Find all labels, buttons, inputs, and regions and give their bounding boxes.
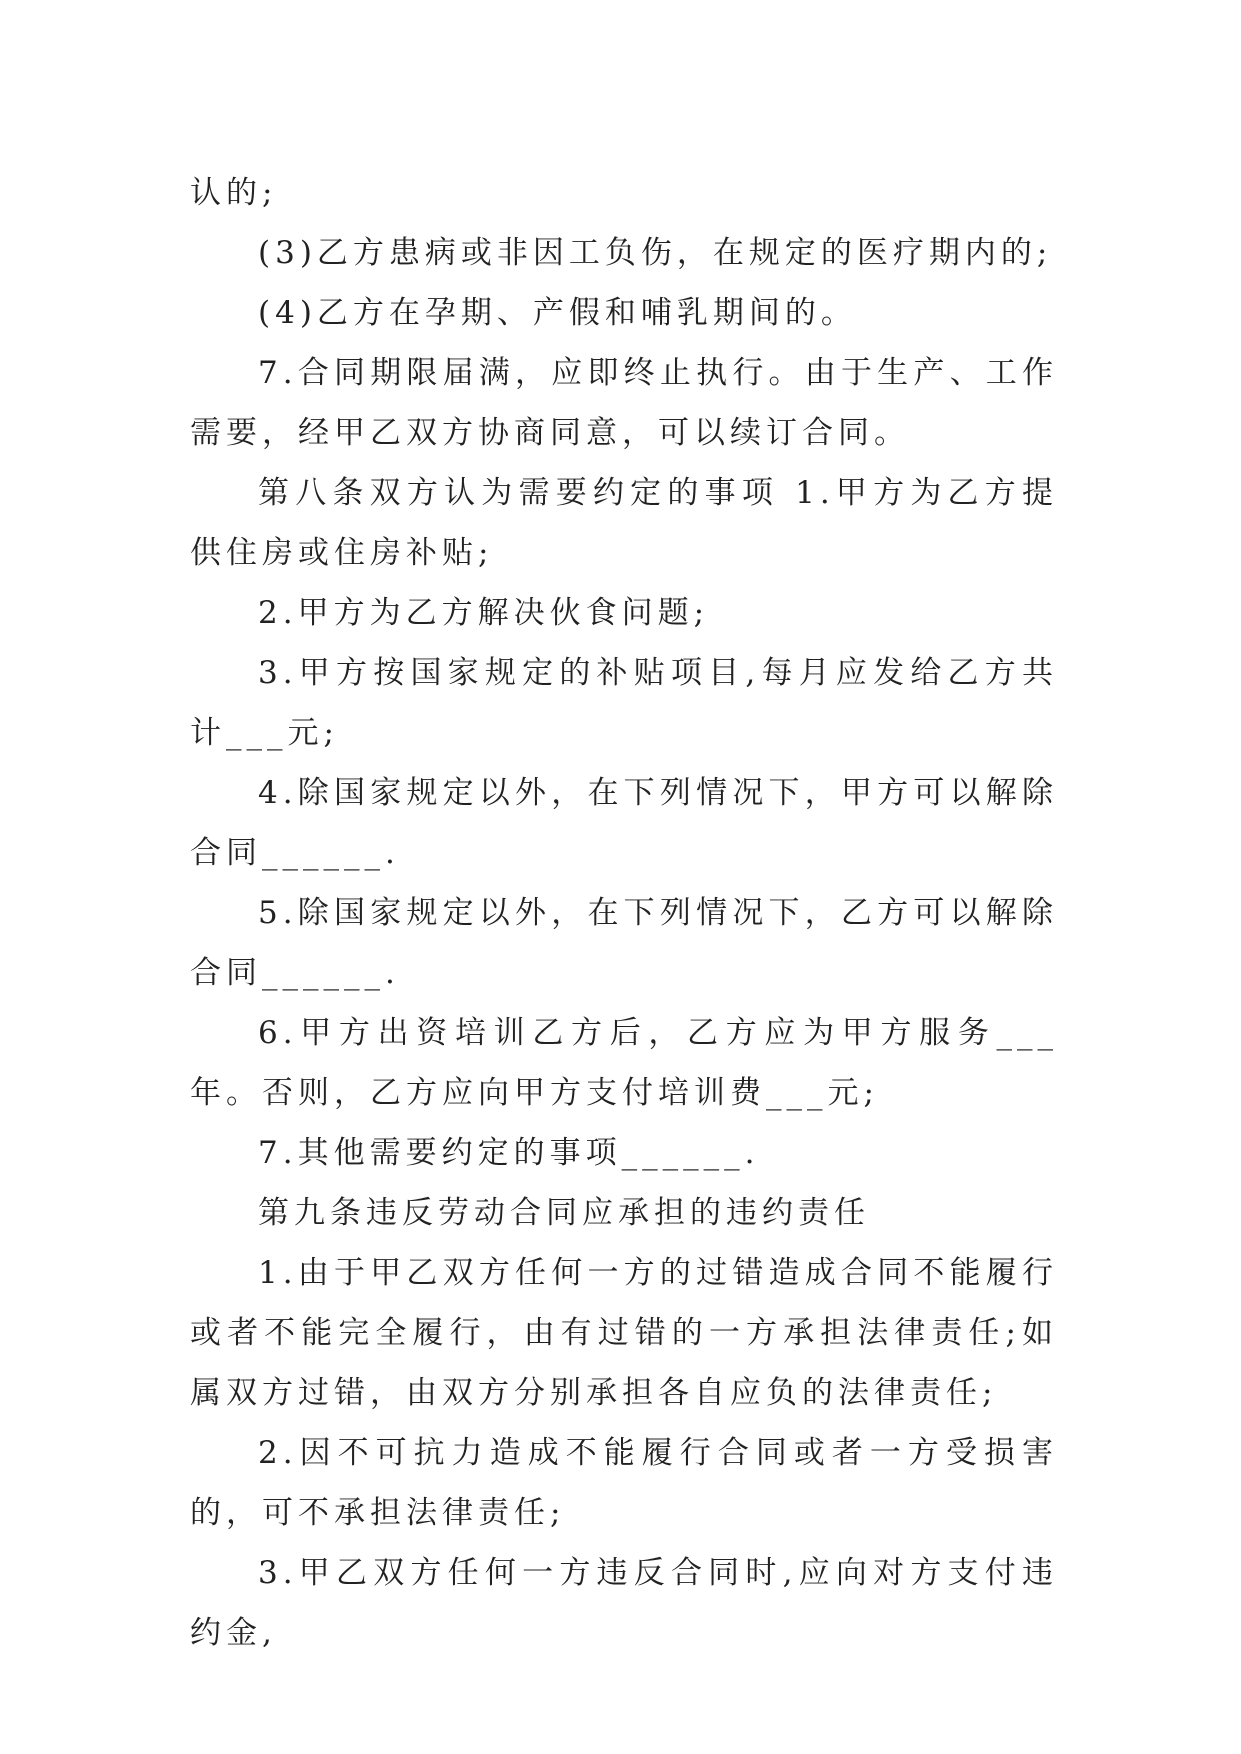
contract-body: [190, 163, 1058, 1663]
paragraph-article9-item-1: 1.由于甲乙双方任何一方的过错造成合同不能履行或者不能完全履行，由有过错的一方承担法律责任;如属双方过错，由双方分别承担各自应负的法律责任;: [190, 1255, 1058, 1411]
paragraph-clause-4: (4)乙方在孕期、产假和哺乳期间的。: [258, 295, 857, 331]
paragraph-clause-3: (3)乙方患病或非因工负伤，在规定的医疗期内的;: [258, 235, 1053, 271]
article-8-heading: 第八条双方认为需要约定的事项 1.甲方为乙方提供住房或住房补贴;: [190, 475, 1058, 571]
paragraph-article8-item-5: 5.除国家规定以外，在下列情况下，乙方可以解除合同______.: [190, 895, 1058, 991]
paragraph-article9-item-2: 2.因不可抗力造成不能履行合同或者一方受损害的，可不承担法律责任;: [190, 1435, 1058, 1531]
paragraph-continuation: 认的;: [190, 175, 278, 211]
paragraph-contract-expiry: 7.合同期限届满，应即终止执行。由于生产、工作需要，经甲乙双方协商同意，可以续订合同。: [190, 355, 1058, 451]
paragraph-article8-item-7: 7.其他需要约定的事项______.: [258, 1135, 760, 1171]
article-9-heading: 第九条违反劳动合同应承担的违约责任: [258, 1195, 870, 1231]
paragraph-article8-item-2: 2.甲方为乙方解决伙食问题;: [258, 595, 710, 631]
paragraph-article8-item-4: 4.除国家规定以外，在下列情况下，甲方可以解除合同______.: [190, 775, 1058, 871]
paragraph-article8-item-3: 3.甲方按国家规定的补贴项目,每月应发给乙方共计___元;: [190, 655, 1058, 751]
paragraph-article8-item-6: 6.甲方出资培训乙方后，乙方应为甲方服务___年。否则，乙方应向甲方支付培训费___元;: [190, 1015, 1058, 1111]
paragraph-article9-item-3: 3.甲乙双方任何一方违反合同时,应向对方支付违约金,: [190, 1555, 1058, 1651]
